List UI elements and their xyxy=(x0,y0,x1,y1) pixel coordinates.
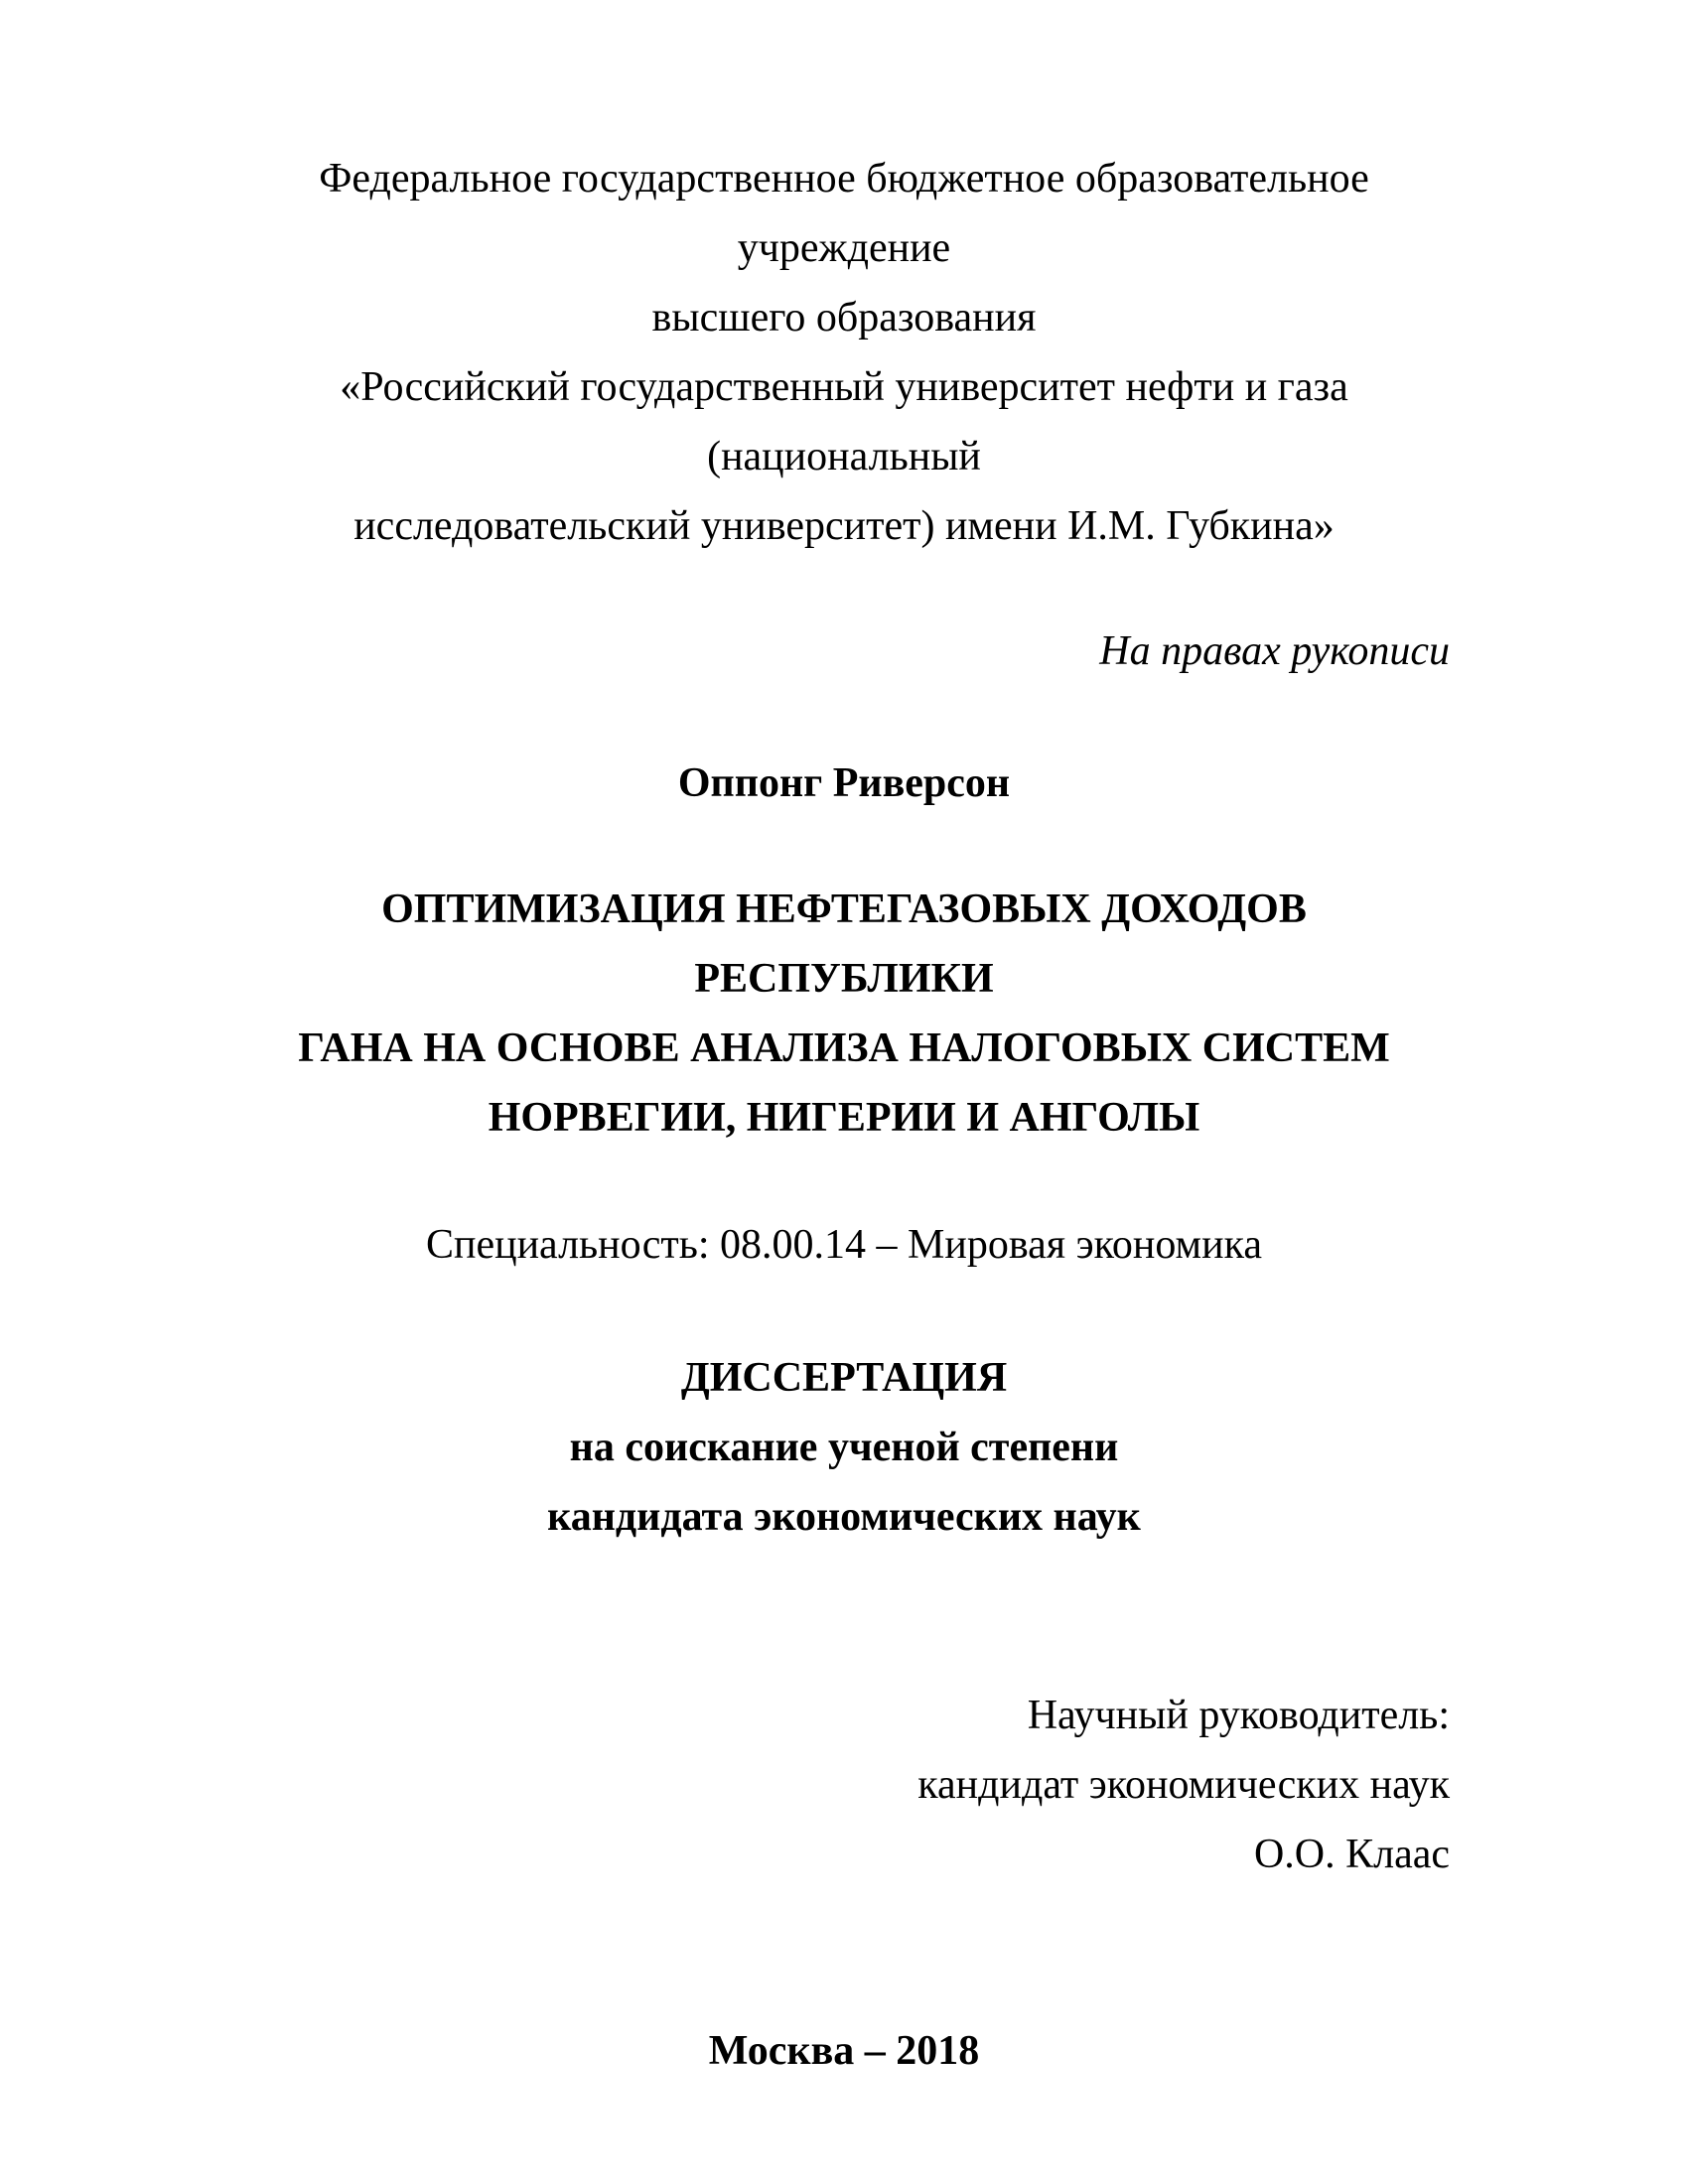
dissertation-degree-line-2: кандидата экономических наук xyxy=(547,1494,1141,1540)
institution-line-2: высшего образования xyxy=(651,295,1037,341)
dissertation-title-line-2: ГАНА НА ОСНОВЕ АНАЛИЗА НАЛОГОВЫХ СИСТЕМ xyxy=(298,1025,1390,1071)
manuscript-rights-note xyxy=(238,616,1450,686)
manuscript-rights-note-text: На правах рукописи xyxy=(1099,628,1450,674)
institution-line-3: «Российский государственный университет нефти и газа (национальный xyxy=(340,364,1348,479)
supervisor-block xyxy=(238,1681,1450,1889)
supervisor-label: Научный руководитель: xyxy=(1027,1693,1450,1738)
author-name-text: Оппонг Риверсон xyxy=(677,760,1011,806)
dissertation-degree-block xyxy=(238,1343,1450,1552)
dissertation-title-line-1: ОПТИМИЗАЦИЯ НЕФТЕГАЗОВЫХ ДОХОДОВ РЕСПУБЛИКИ xyxy=(381,887,1307,1002)
city-year-line xyxy=(238,2016,1450,2086)
dissertation-word: ДИССЕРТАЦИЯ xyxy=(680,1355,1008,1401)
dissertation-title xyxy=(238,875,1450,1153)
institution-block xyxy=(238,144,1450,561)
supervisor-name: О.О. Клаас xyxy=(1253,1832,1450,1877)
specialty-line xyxy=(238,1210,1450,1280)
city-year-text: Москва – 2018 xyxy=(708,2028,980,2074)
supervisor-degree: кандидат экономических наук xyxy=(917,1762,1450,1808)
specialty-text: Специальность: 08.00.14 – Мировая экономика xyxy=(425,1222,1263,1268)
dissertation-degree-line-1: на соискание ученой степени xyxy=(569,1425,1119,1470)
institution-line-1: Федеральное государственное бюджетное образовательное учреждение xyxy=(319,156,1369,271)
institution-line-4: исследовательский университет) имени И.М. Губкина» xyxy=(353,503,1335,549)
dissertation-title-line-3: НОРВЕГИИ, НИГЕРИИ И АНГОЛЫ xyxy=(488,1095,1200,1141)
author-name xyxy=(238,749,1450,818)
